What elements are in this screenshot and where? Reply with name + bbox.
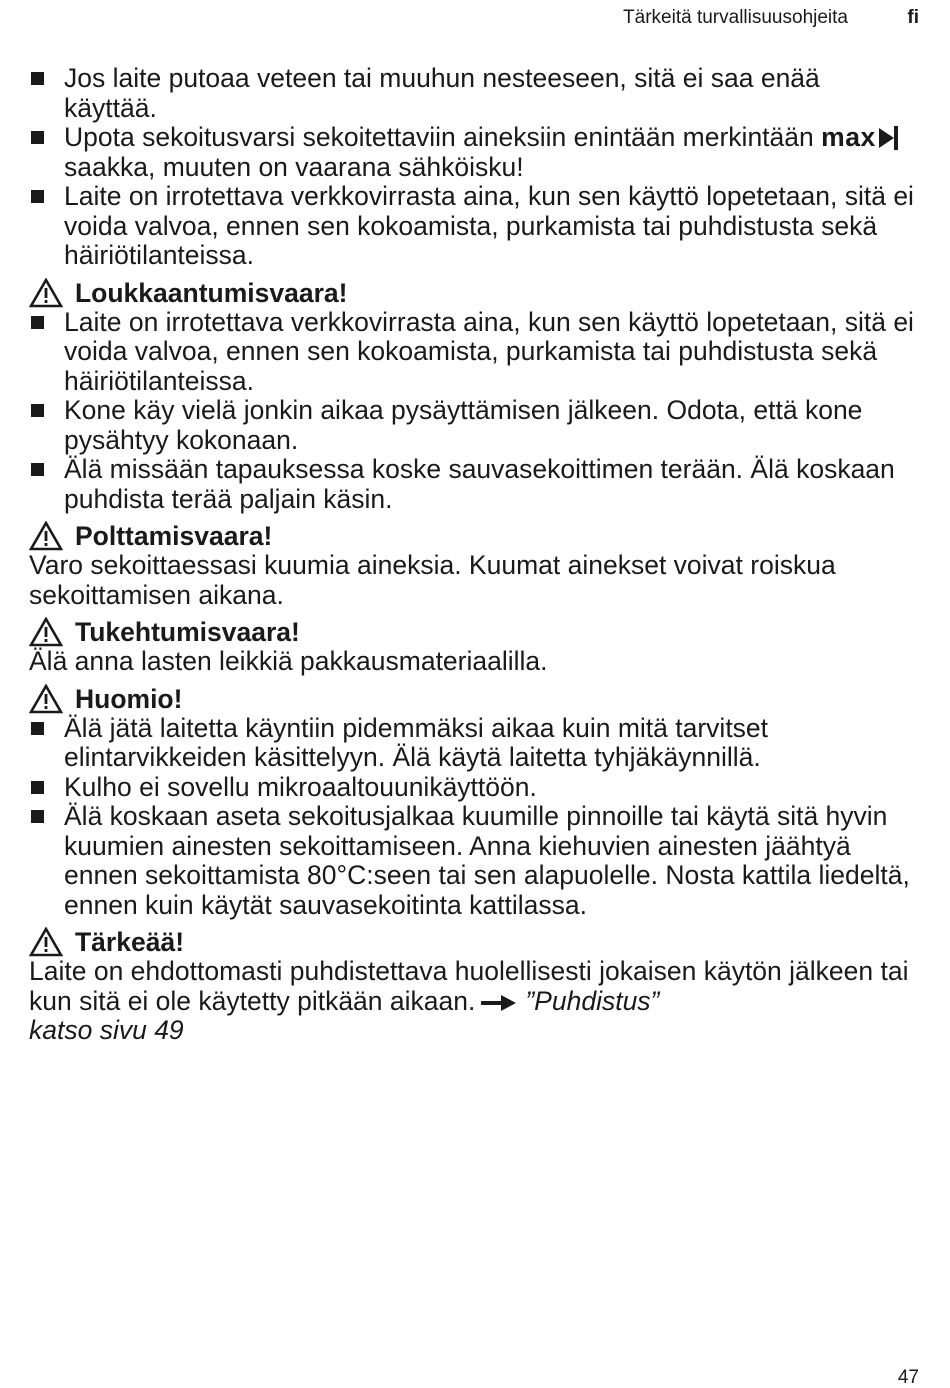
bullet-square-icon — [31, 781, 44, 794]
list-item: Upota sekoitusvarsi sekoitettaviin aineksiin enintään merkintään maxsaakka, muuten on vaarana sähköisku! — [29, 123, 919, 182]
max-fill-mark: max — [821, 122, 906, 152]
bullet-square-icon — [31, 72, 44, 85]
bullet-square-icon — [31, 316, 44, 329]
bullet-square-icon — [31, 190, 44, 203]
bullet-square-icon — [31, 463, 44, 476]
page-number: 47 — [897, 1367, 919, 1388]
warning-triangle-icon — [29, 617, 63, 647]
header-title: Tärkeitä turvallisuusohjeita — [623, 7, 848, 28]
general-safety-list — [29, 64, 919, 271]
list-item: Kone käy vielä jonkin aikaa pysäyttämisen jälkeen. Odota, että kone pysähtyy kokonaan. — [29, 396, 919, 455]
burn-heading: Polttamisvaara! — [29, 521, 919, 551]
injury-list — [29, 308, 919, 515]
list-item: Laite on irrotettava verkkovirrasta aina, kun sen käyttö lopetetaan, sitä ei voida valvoa, ennen sen kokoamista, purkamista tai puhdistusta sekä häiriötilanteissa. — [29, 308, 919, 397]
arrow-right-icon — [481, 994, 517, 1012]
burn-text: Varo sekoittaessasi kuumia aineksia. Kuumat ainekset voivat roiskua sekoittamisen aikana. — [29, 550, 836, 610]
list-item: Älä missään tapauksessa koske sauvasekoittimen terään. Älä koskaan puhdista terää paljain käsin. — [29, 455, 919, 514]
safety-content — [29, 64, 919, 1046]
list-item: Älä koskaan aseta sekoitusjalkaa kuumille pinnoille tai käytä sitä hyvin kuumien ainesten sekoittamiseen. Anna kiehuvien ainesten jäähtyä ennen sekoittamista 80°C:seen tai sen alapuolelle. Nosta kattila liedeltä, ennen kuin käytät sauvasekoitinta kattilassa. — [29, 802, 919, 920]
list-item: Jos laite putoaa veteen tai muuhun nesteeseen, sitä ei saa enää käyttää. — [29, 64, 919, 123]
bullet-square-icon — [31, 404, 44, 417]
bullet-square-icon — [31, 810, 44, 823]
suffocation-text: Älä anna lasten leikkiä pakkausmateriaalilla. — [29, 646, 548, 676]
important-text: Laite on ehdottomasti puhdistettava huolellisesti jokaisen käytön jälkeen tai kun sitä ei ole käytetty pitkään aikaan. ”Puhdistus” katso sivu 49 — [29, 956, 909, 1045]
list-item: Laite on irrotettava verkkovirrasta aina, kun sen käyttö lopetetaan, sitä ei voida valvoa, ennen sen kokoamista, purkamista tai puhdistusta sekä häiriötilanteissa. — [29, 182, 919, 271]
attention-heading: Huomio! — [29, 684, 919, 714]
important-heading: Tärkeää! — [29, 927, 919, 957]
bullet-square-icon — [31, 131, 44, 144]
attention-list — [29, 714, 919, 921]
list-item: Älä jätä laitetta käyntiin pidemmäksi aikaa kuin mitä tarvitset elintarvikkeiden käsittelyyn. Älä käytä laitetta tyhjäkäynnillä. — [29, 714, 919, 773]
page-header — [0, 7, 950, 31]
language-code: fi — [907, 7, 919, 28]
bullet-square-icon — [31, 722, 44, 735]
max-bar-icon — [894, 126, 898, 150]
cross-reference-link[interactable]: ”Puhdistus” — [525, 985, 660, 1016]
warning-triangle-icon — [29, 521, 63, 551]
cross-reference-page: katso sivu 49 — [29, 1015, 184, 1045]
suffocation-heading: Tukehtumisvaara! — [29, 617, 919, 647]
warning-triangle-icon — [29, 278, 63, 308]
list-item: Kulho ei sovellu mikroaaltouunikäyttöön. — [29, 773, 919, 803]
warning-triangle-icon — [29, 684, 63, 714]
max-triangle-icon — [879, 128, 894, 148]
injury-heading: Loukkaantumisvaara! — [29, 278, 919, 308]
warning-triangle-icon — [29, 927, 63, 957]
